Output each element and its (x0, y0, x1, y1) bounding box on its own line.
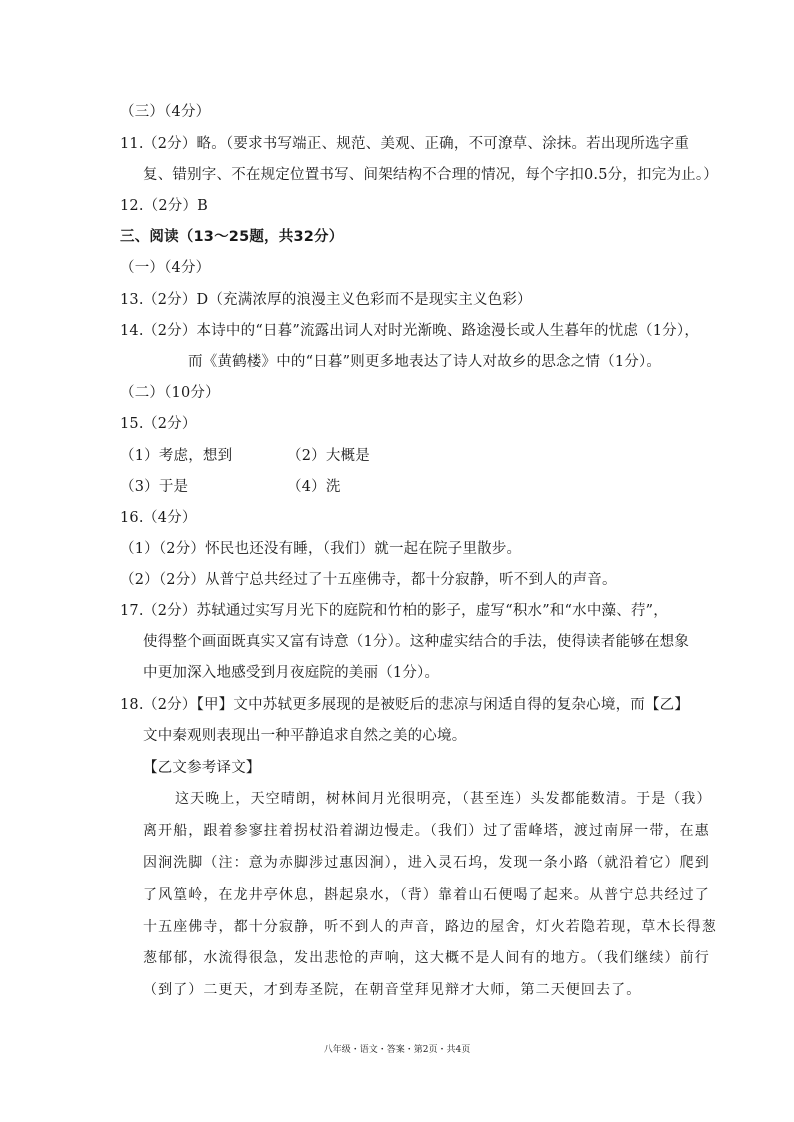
translation-line-7: （到了）二更天，才到寿圣院，在朝音堂拜见辩才大师，第二天便回去了。 (143, 982, 642, 998)
reference-translation-title: 【乙文参考译文】 (143, 760, 261, 776)
section-3-heading: （三）（4分） (120, 104, 211, 120)
question-15-number: 15. (120, 416, 144, 432)
question-11-answer-cont: 复、错别字、不在规定位置书写、间架结构不合理的情况，每个字扣0.5分，扣完为止。） (143, 167, 719, 183)
question-11-answer: （2分）略。（要求书写端正、规范、美观、正确，不可潦草、涂抹。若出现所选字重 (143, 136, 690, 152)
question-13-number: 13. (120, 292, 144, 308)
subsection-1-heading: （一）（4分） (120, 260, 211, 276)
translation-line-4: 了风篁岭，在龙井亭休息，斟起泉水，（背）靠着山石便喝了起来。从普宁总共经过了 (143, 887, 710, 903)
part-3-heading: 三、阅读（13～25题，共32分） (120, 229, 344, 245)
subsection-2-heading: （二）（10分） (120, 385, 220, 401)
question-15-item-3: （3）于是 (120, 479, 189, 495)
translation-line-5: 十五座佛寺，都十分寂静，听不到人的声音，路边的屋舍，灯火若隐若现，草木长得葱 (143, 919, 717, 935)
translation-line-6: 葱郁郁，水流得很急，发出悲怆的声响，这大概不是人间有的地方。（我们继续）前行 (143, 950, 710, 966)
translation-line-2: 离开船，跟着参寥拄着拐杖沿着湖边慢走。（我们）过了雷峰塔，渡过南屏一带，在惠 (143, 823, 710, 839)
question-16-item-1: （1）（2分）怀民也还没有睡，（我们）就一起在院子里散步。 (120, 541, 522, 557)
question-12-answer: 12.（2分）B (120, 198, 209, 214)
question-16-number: 16. (120, 510, 144, 526)
translation-line-3: 因涧洗脚（注：意为赤脚涉过惠因涧），进入灵石坞，发现一条小路（就沿着它）爬到 (143, 855, 710, 871)
question-13-answer: （2分）D（充满浓厚的浪漫主义色彩而不是现实主义色彩） (143, 292, 532, 308)
question-17-number: 17. (120, 603, 144, 619)
question-14-answer-cont: 而《黄鹤楼》中的“日暮”则更多地表达了诗人对故乡的思念之情（1分）。 (188, 354, 662, 370)
question-17-answer-cont-1: 使得整个画面既真实又富有诗意（1分）。这种虚实结合的手法，使得读者能够在想象 (143, 634, 690, 650)
question-15-item-4: （4）洗 (287, 479, 341, 495)
question-17-answer-cont-2: 中更加深入地感受到月夜庭院的美丽（1分）。 (143, 665, 440, 681)
question-15-item-2: （2）大概是 (287, 448, 370, 464)
question-14-number: 14. (120, 323, 144, 339)
translation-line-1: 这天晚上，天空晴朗，树林间月光很明亮，（甚至连）头发都能数清。于是（我） (175, 791, 712, 807)
question-11-number: 11. (120, 136, 144, 152)
question-18-number: 18. (120, 697, 144, 713)
question-16-item-2: （2）（2分）从普宁总共经过了十五座佛寺，都十分寂静，听不到人的声音。 (120, 572, 617, 588)
question-18-answer: （2分）【甲】文中苏轼更多展现的是被贬后的悲凉与闲适自得的复杂心境，而【乙】 (143, 697, 690, 713)
question-16-score: （4分） (143, 510, 197, 526)
page-footer: 八年级・语文・答案・第2页・共4页 (323, 1045, 471, 1055)
question-17-answer: （2分）苏轼通过实写月光下的庭院和竹柏的影子，虚写“积水”和“水中藻、荇”， (143, 603, 668, 619)
question-14-answer: （2分）本诗中的“日暮”流露出词人对时光渐晚、路途漫长或人生暮年的忧虑（1分）， (143, 323, 700, 339)
question-15-score: （2分） (143, 416, 197, 432)
question-18-answer-cont: 文中秦观则表现出一种平静追求自然之美的心境。 (143, 728, 467, 744)
question-15-item-1: （1）考虑，想到 (120, 448, 233, 464)
